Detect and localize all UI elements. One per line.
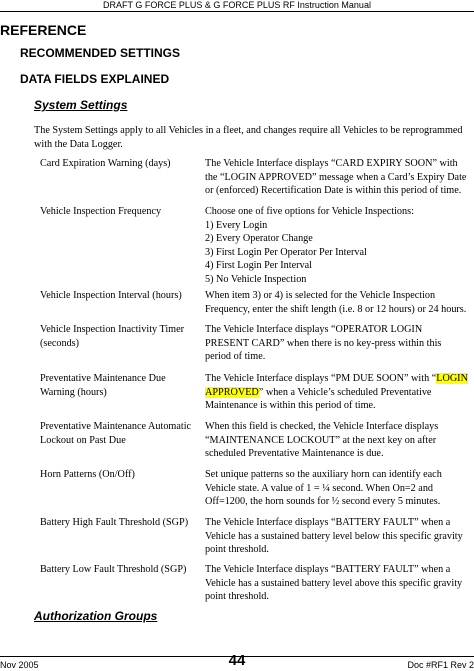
desc-text: The Vehicle Interface displays “PM DUE SOON” with “ bbox=[205, 373, 437, 384]
heading-authorization-groups: Authorization Groups bbox=[34, 609, 158, 623]
desc-line bbox=[205, 386, 473, 400]
desc-text: ” when a Vehicle’s scheduled Preventative bbox=[258, 386, 432, 398]
setting-description bbox=[205, 468, 473, 509]
setting-label bbox=[40, 563, 200, 577]
desc-line: point threshold. bbox=[205, 591, 269, 602]
desc-line: Off=1200, the horn sounds for ½ second every 5 minutes. bbox=[205, 496, 441, 507]
setting-description bbox=[205, 289, 473, 316]
label-line: (seconds) bbox=[40, 337, 80, 349]
highlighted-text: LOGIN bbox=[436, 373, 468, 384]
setting-label bbox=[40, 289, 200, 303]
footer-doc-id: Doc #RF1 Rev 2 bbox=[407, 660, 474, 670]
desc-line: period of time. bbox=[205, 351, 266, 362]
label-line: Warning (hours) bbox=[40, 386, 107, 398]
intro-paragraph bbox=[34, 124, 472, 151]
setting-label bbox=[40, 468, 200, 482]
intro-line: The System Settings apply to all Vehicles in a fleet, and changes require all Vehicles to be reprogrammed bbox=[34, 125, 463, 136]
desc-line: scheduled Preventative Maintenance is due. bbox=[205, 448, 384, 459]
desc-line: “MAINTENANCE LOCKOUT” at the next key on after bbox=[205, 434, 437, 446]
setting-label bbox=[40, 420, 200, 447]
setting-label bbox=[40, 157, 200, 171]
setting-label bbox=[40, 205, 200, 219]
label-line: Card Expiration Warning (days) bbox=[40, 158, 171, 169]
desc-line: Vehicle has a sustained battery level above this specific gravity bbox=[205, 577, 463, 589]
document-footer bbox=[0, 652, 474, 670]
label-line: Vehicle Inspection Frequency bbox=[40, 206, 162, 217]
header-rule bbox=[0, 11, 474, 12]
label-line: Battery High Fault Threshold (SGP) bbox=[40, 517, 189, 528]
desc-line: The Vehicle Interface displays “BATTERY FAULT” when a bbox=[205, 517, 451, 528]
intro-line: with the Data Logger. bbox=[34, 138, 123, 150]
setting-description bbox=[205, 323, 473, 364]
desc-line: point threshold. bbox=[205, 544, 269, 555]
setting-label bbox=[40, 516, 200, 530]
heading-recommended-settings: RECOMMENDED SETTINGS bbox=[20, 46, 181, 60]
desc-line: When this field is checked, the Vehicle Interface displays bbox=[205, 421, 439, 432]
desc-line: The Vehicle Interface displays “OPERATOR LOGIN bbox=[205, 324, 423, 335]
setting-description bbox=[205, 205, 473, 286]
setting-description bbox=[205, 563, 473, 604]
desc-line: or (enforced) Recertification Date is within this period of time. bbox=[205, 185, 462, 196]
desc-line: Vehicle has a sustained battery level below this specific gravity bbox=[205, 530, 463, 542]
desc-line: The Vehicle Interface displays “CARD EXPIRY SOON” with bbox=[205, 158, 458, 169]
desc-line: Vehicle state. A value of 1 = ¼ second. When On=2 and bbox=[205, 482, 434, 494]
page-number: 44 bbox=[228, 652, 246, 669]
highlighted-text: APPROVED bbox=[205, 386, 259, 398]
desc-line: Choose one of five options for Vehicle Inspections: bbox=[205, 206, 414, 217]
desc-line: 5) No Vehicle Inspection bbox=[205, 273, 307, 285]
footer-date: Nov 2005 bbox=[0, 660, 39, 670]
label-line: Lockout on Past Due bbox=[40, 434, 126, 446]
desc-line: the “LOGIN APPROVED” message when a Card’s Expiry Date bbox=[205, 171, 467, 183]
desc-line: 3) First Login Per Operator Per Interval bbox=[205, 246, 367, 258]
desc-line: The Vehicle Interface displays “BATTERY FAULT” when a bbox=[205, 564, 451, 575]
label-line: Battery Low Fault Threshold (SGP) bbox=[40, 564, 187, 575]
label-line: Preventative Maintenance Due bbox=[40, 373, 166, 384]
label-line: Horn Patterns (On/Off) bbox=[40, 469, 135, 480]
setting-description bbox=[205, 420, 473, 461]
heading-system-settings: System Settings bbox=[34, 98, 128, 112]
label-line: Vehicle Inspection Inactivity Timer bbox=[40, 324, 185, 335]
desc-line: When item 3) or 4) is selected for the Vehicle Inspection bbox=[205, 290, 436, 301]
setting-description bbox=[205, 516, 473, 557]
desc-line: Set unique patterns so the auxiliary horn can identify each bbox=[205, 469, 442, 480]
desc-line: 2) Every Operator Change bbox=[205, 233, 313, 244]
heading-data-fields: DATA FIELDS EXPLAINED bbox=[20, 72, 170, 86]
setting-description bbox=[205, 372, 473, 413]
desc-line: Maintenance is within this period of time. bbox=[205, 400, 376, 411]
desc-line bbox=[205, 372, 473, 386]
setting-label bbox=[40, 372, 200, 399]
desc-line: 4) First Login Per Interval bbox=[205, 260, 312, 271]
setting-description bbox=[205, 157, 473, 198]
desc-line: Frequency, enter the shift length (i.e. 8 or 12 hours) or 24 hours. bbox=[205, 303, 467, 315]
desc-line: 1) Every Login bbox=[205, 219, 268, 231]
label-line: Vehicle Inspection Interval (hours) bbox=[40, 290, 182, 301]
label-line: Preventative Maintenance Automatic bbox=[40, 421, 192, 432]
desc-line: PRESENT CARD” when there is no key-press within this bbox=[205, 337, 442, 349]
section-title: REFERENCE bbox=[0, 22, 87, 38]
setting-label bbox=[40, 323, 200, 350]
document-header: DRAFT G FORCE PLUS & G FORCE PLUS RF Instruction Manual bbox=[103, 0, 371, 10]
